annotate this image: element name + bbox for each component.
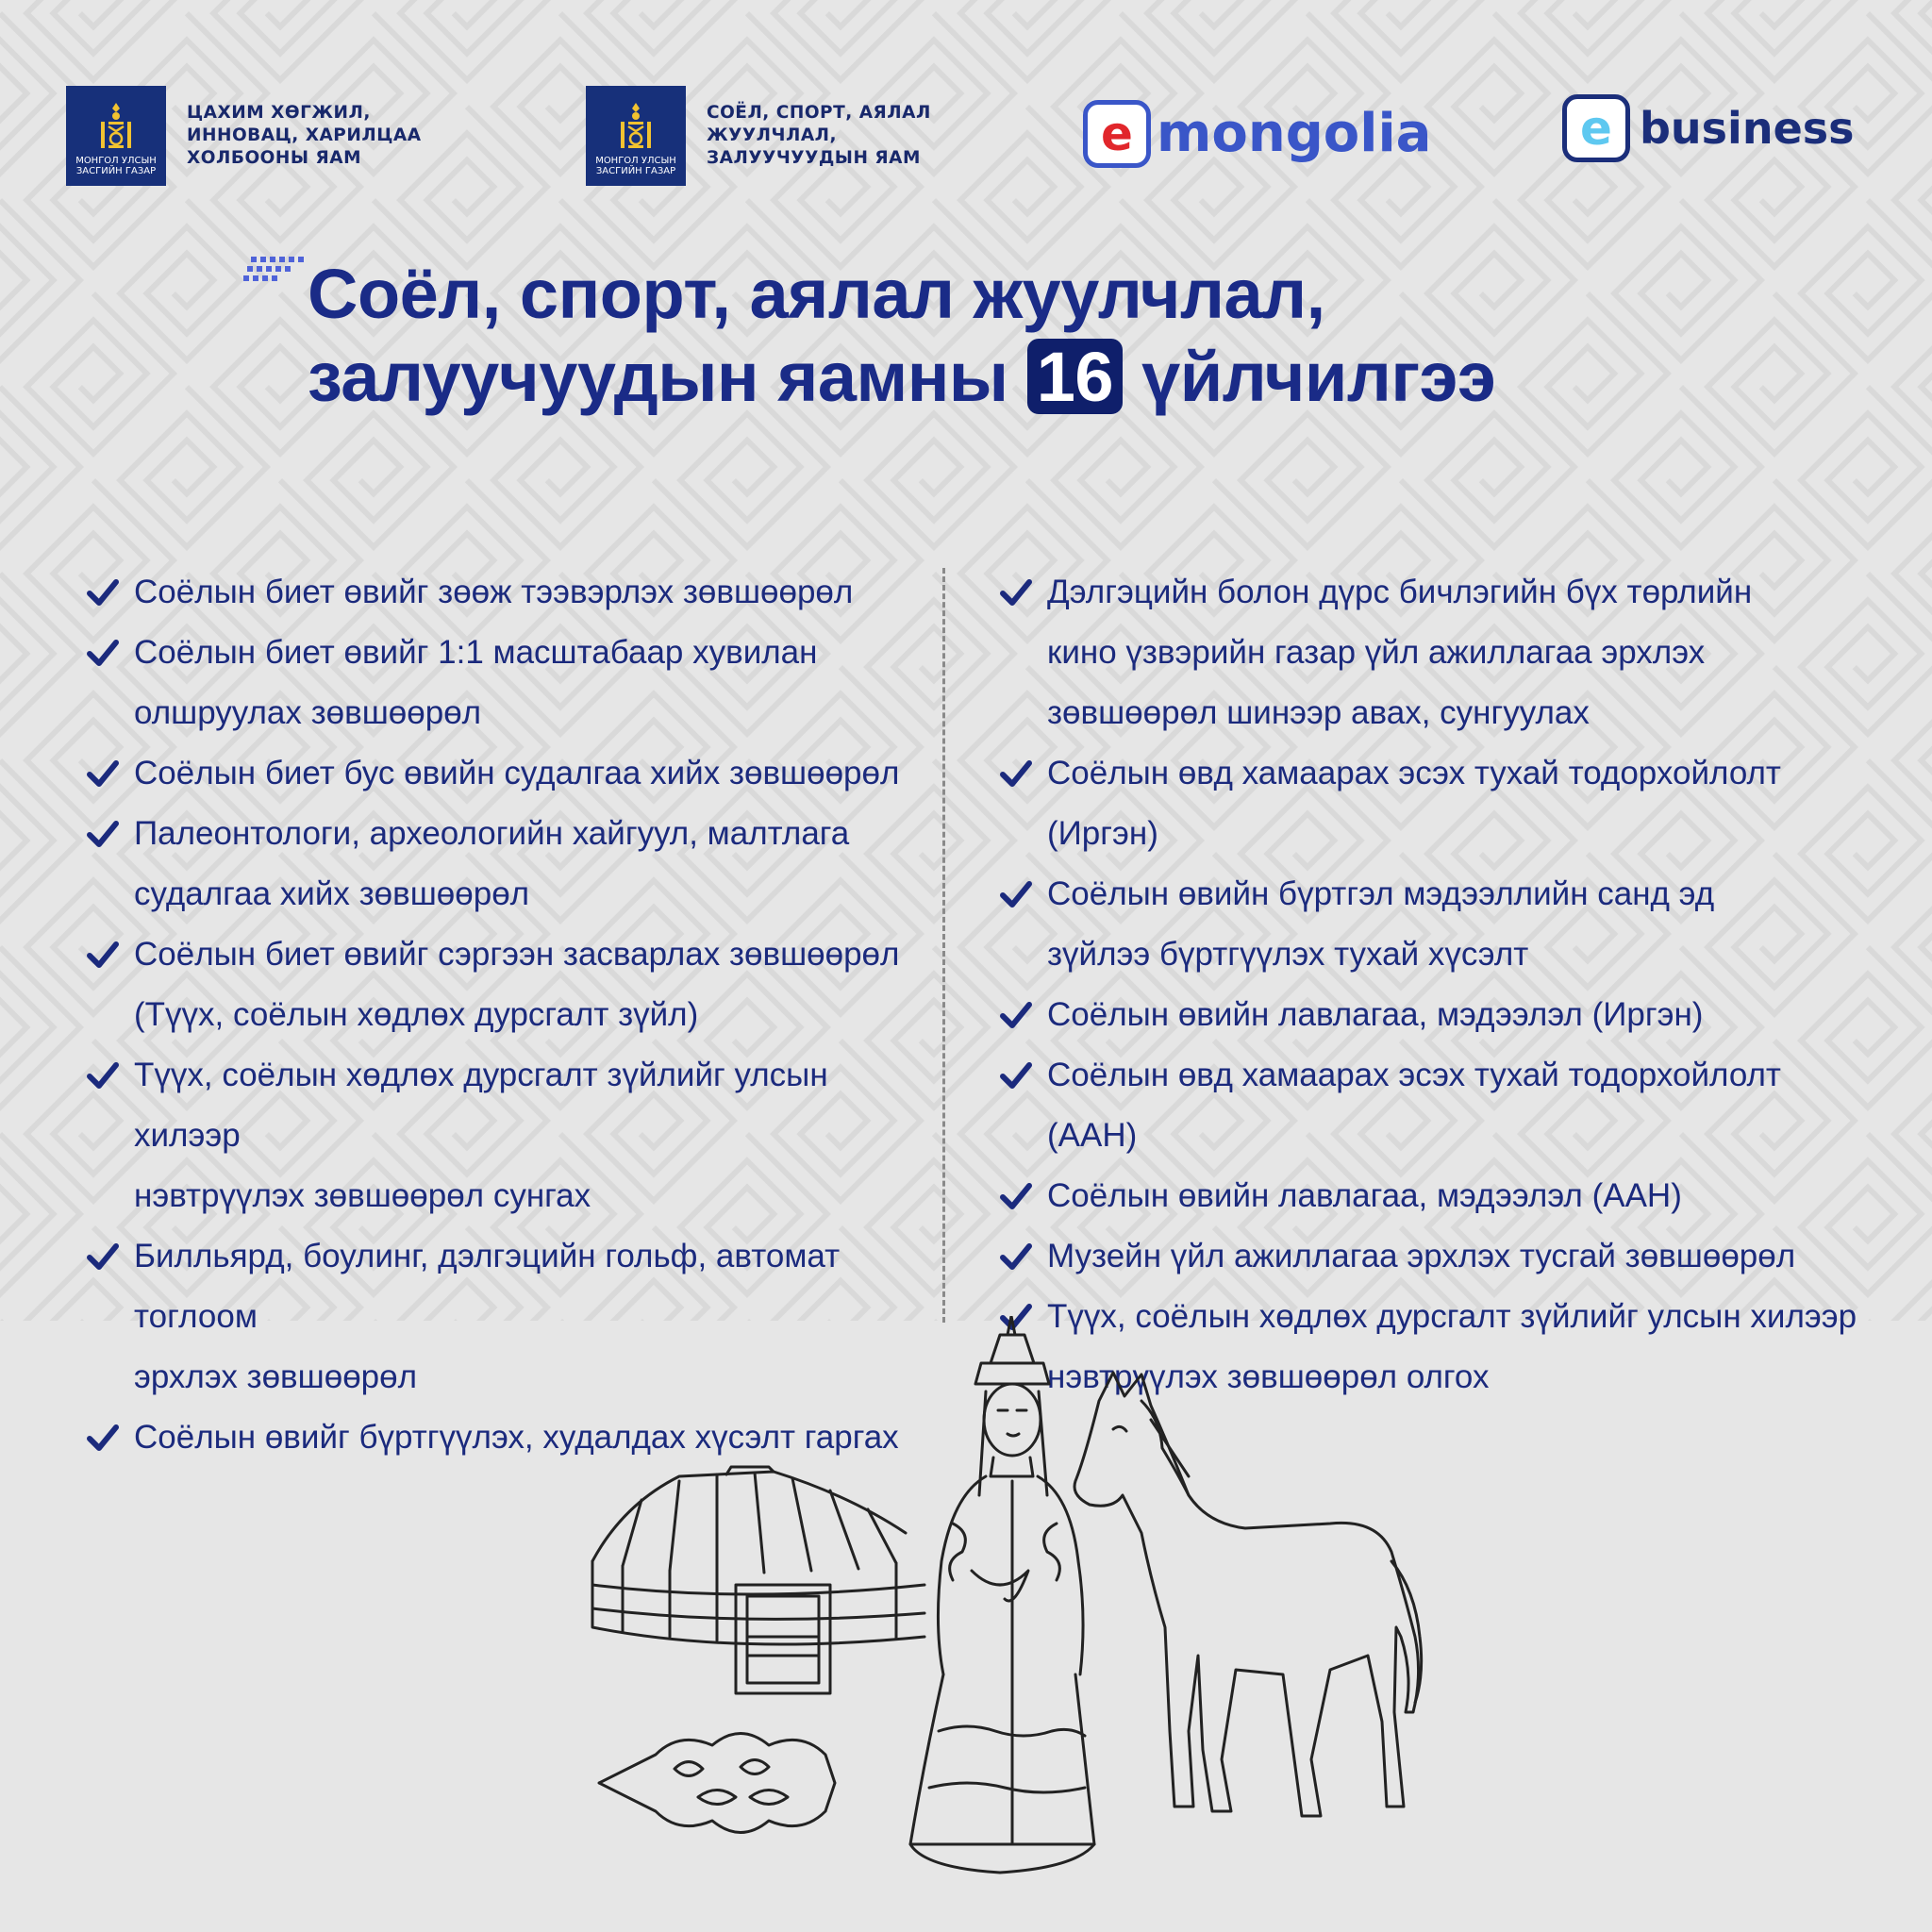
service-text: Соёлын биет бус өвийн судалгаа хийх зөвшөөрөл bbox=[134, 755, 900, 791]
service-text: Соёлын биет өвийг зөөж тээвэрлэх зөвшөөрөл bbox=[134, 574, 854, 610]
service-text: Дэлгэцийн болон дүрс бичлэгийн бүх төрлийн кино үзвэрийн газар үйл ажиллагаа эрхлэх зөвшөөрөл шинээр авах, сунгуулах bbox=[1047, 574, 1753, 731]
soyombo-icon bbox=[97, 101, 135, 150]
list-item bbox=[1000, 864, 1868, 985]
list-item bbox=[87, 623, 936, 743]
services-list-right bbox=[1000, 562, 1868, 1407]
list-item bbox=[1000, 562, 1868, 743]
checkmark-icon bbox=[87, 623, 134, 683]
checkmark-icon bbox=[87, 1407, 134, 1468]
checkmark-icon bbox=[1000, 562, 1047, 623]
page-title bbox=[308, 253, 1495, 419]
soyombo-icon bbox=[617, 101, 655, 150]
service-text: Соёлын өвд хамаарах эсэх тухай тодорхойлолт (ААН) bbox=[1047, 1057, 1781, 1154]
emongolia-logo bbox=[1083, 100, 1431, 168]
title-suffix: үйлчилгээ bbox=[1141, 338, 1496, 416]
list-item bbox=[1000, 1166, 1868, 1226]
ebusiness-e-mark: e bbox=[1562, 94, 1630, 162]
list-item bbox=[87, 562, 936, 623]
service-text: Соёлын биет өвийг сэргээн засварлах зөвшөөрөл (Түүх, соёлын хөдлөх дурсгалт зүйл) bbox=[134, 936, 900, 1033]
list-item bbox=[87, 924, 936, 1045]
list-item bbox=[1000, 1045, 1868, 1166]
ebusiness-wordmark: business bbox=[1640, 103, 1855, 154]
list-item bbox=[87, 804, 936, 924]
list-item bbox=[1000, 1226, 1868, 1287]
list-item bbox=[87, 743, 936, 804]
checkmark-icon bbox=[1000, 1045, 1047, 1106]
service-text: Түүх, соёлын хөдлөх дурсгалт зүйлийг улсын хилээр нэвтрүүлэх зөвшөөрөл олгох bbox=[1047, 1298, 1857, 1395]
culture-illustration bbox=[585, 1316, 1434, 1882]
checkmark-icon bbox=[87, 1045, 134, 1106]
title-line-1: Соёл, спорт, аялал жуулчлал, bbox=[308, 255, 1325, 333]
title-line-2 bbox=[308, 336, 1495, 419]
service-text: Музейн үйл ажиллагаа эрхлэх тусгай зөвшөөрөл bbox=[1047, 1238, 1796, 1274]
soyombo-emblem bbox=[66, 86, 166, 186]
ornament-icon bbox=[599, 1734, 835, 1833]
checkmark-icon bbox=[87, 924, 134, 985]
emblem-caption: МОНГОЛ УЛСЫН ЗАСГИЙН ГАЗАР bbox=[595, 156, 676, 176]
checkmark-icon bbox=[1000, 1226, 1047, 1287]
service-text: Билльярд, боулинг, дэлгэцийн гольф, автомат тоглоом эрхлэх зөвшөөрөл bbox=[134, 1238, 841, 1395]
list-item bbox=[1000, 985, 1868, 1045]
ministry-name: СОЁЛ, СПОРТ, АЯЛАЛ ЖУУЛЧЛАЛ, ЗАЛУУЧУУДЫН ЯАМ bbox=[707, 103, 931, 168]
checkmark-icon bbox=[1000, 864, 1047, 924]
ministry-digital-logo bbox=[66, 86, 423, 186]
service-text: Соёлын өвд хамаарах эсэх тухай тодорхойлолт (Иргэн) bbox=[1047, 755, 1781, 852]
checkmark-icon bbox=[87, 1226, 134, 1287]
service-text: Соёлын өвийн лавлагаа, мэдээлэл (ААН) bbox=[1047, 1177, 1682, 1214]
ebusiness-logo bbox=[1562, 94, 1855, 162]
emongolia-wordmark: mongolia bbox=[1157, 103, 1432, 164]
service-text: Палеонтологи, археологийн хайгуул, малтлага судалгаа хийх зөвшөөрөл bbox=[134, 815, 850, 912]
checkmark-icon bbox=[87, 562, 134, 623]
service-text: Соёлын өвийн бүртгэл мэдээллийн санд эд зүйлээ бүртгүүлэх тухай хүсэлт bbox=[1047, 875, 1715, 973]
emongolia-e-mark: e bbox=[1083, 100, 1151, 168]
service-text: Соёлын биет өвийг 1:1 масштабаар хувилан олшруулах зөвшөөрөл bbox=[134, 634, 818, 731]
ministry-name: ЦАХИМ ХӨГЖИЛ, ИННОВАЦ, ХАРИЛЦАА ХОЛБООНЫ ЯАМ bbox=[187, 103, 422, 168]
emblem-caption: МОНГОЛ УЛСЫН ЗАСГИЙН ГАЗАР bbox=[75, 156, 157, 176]
checkmark-icon bbox=[1000, 743, 1047, 804]
woman-figure-icon bbox=[910, 1316, 1094, 1873]
title-dots-icon bbox=[243, 255, 317, 292]
checkmark-icon bbox=[1000, 985, 1047, 1045]
service-text: Соёлын өвийн лавлагаа, мэдээлэл (Иргэн) bbox=[1047, 996, 1704, 1033]
checkmark-icon bbox=[87, 743, 134, 804]
service-count-badge: 16 bbox=[1027, 339, 1123, 414]
service-text: Соёлын өвийг бүртгүүлэх, худалдах хүсэлт гаргах bbox=[134, 1419, 899, 1456]
ministry-culture-logo bbox=[586, 86, 933, 186]
horse-icon bbox=[1074, 1373, 1422, 1816]
checkmark-icon bbox=[87, 804, 134, 864]
ger-icon bbox=[592, 1467, 924, 1693]
column-divider bbox=[942, 568, 945, 1323]
title-prefix: залуучуудын яамны bbox=[308, 338, 1008, 416]
soyombo-emblem bbox=[586, 86, 686, 186]
list-item bbox=[87, 1045, 936, 1226]
list-item bbox=[1000, 743, 1868, 864]
service-text: Түүх, соёлын хөдлөх дурсгалт зүйлийг улсын хилээр нэвтрүүлэх зөвшөөрөл сунгах bbox=[134, 1057, 828, 1214]
checkmark-icon bbox=[1000, 1166, 1047, 1226]
